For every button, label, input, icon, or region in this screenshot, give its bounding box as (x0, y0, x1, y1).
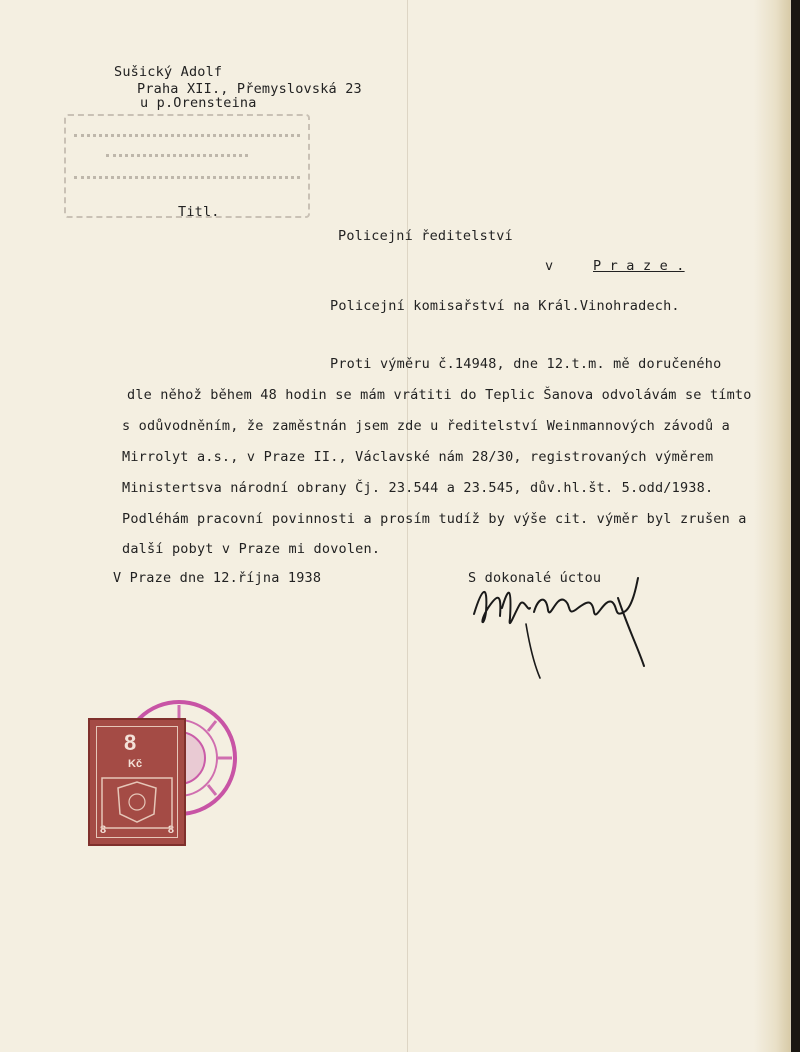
closing: S dokonalé úctou (468, 570, 602, 586)
faded-received-stamp (64, 114, 310, 218)
revenue-stamp-ornament (88, 718, 186, 846)
recipient-line3: Policejní komisařství na Král.Vinohradech. (330, 298, 680, 314)
sender-name: Sušický Adolf (114, 64, 223, 80)
sender-care-of: u p.Orensteina (140, 95, 257, 111)
body-line: Proti výměru č.14948, dne 12.t.m. mě doručeného (330, 356, 722, 372)
revenue-stamp-corner-right: 8 (167, 824, 174, 836)
date-line: V Praze dne 12.října 1938 (113, 570, 322, 586)
recipient-city: P r a z e . (593, 258, 685, 274)
body-line: Ministertsva národní obrany Čj. 23.544 a 23.545, dův.hl.št. 5.odd/1938. (122, 480, 714, 496)
page-edge-shading (754, 0, 790, 1052)
body-line: Podléhám pracovní povinnosti a prosím tudíž by výše cit. výměr byl zrušen a (122, 511, 747, 527)
recipient-line1: Policejní ředitelství (338, 228, 513, 244)
body-line: Mirrolyt a.s., v Praze II., Václavské nám 28/30, registrovaných výměrem (122, 449, 714, 465)
revenue-stamp-corner-left: 8 (100, 824, 107, 836)
revenue-stamp-value: 8 (124, 730, 137, 755)
body-line: dle něhož během 48 hodin se mám vrátiti do Teplic Šanova odvolávám se tímto (127, 387, 752, 403)
salutation: Titl. (178, 204, 220, 220)
body-line: další pobyt v Praze mi dovolen. (122, 541, 381, 557)
revenue-stamp (88, 718, 186, 846)
body-line: s odůvodněním, že zaměstnán jsem zde u ředitelství Weinmannových závodů a (122, 418, 730, 434)
revenue-stamp-unit: Kč (128, 758, 143, 770)
handwritten-signature (468, 568, 658, 688)
recipient-line2-prefix: v (545, 258, 554, 274)
sender-address: Praha XII., Přemyslovská 23 (137, 81, 362, 97)
